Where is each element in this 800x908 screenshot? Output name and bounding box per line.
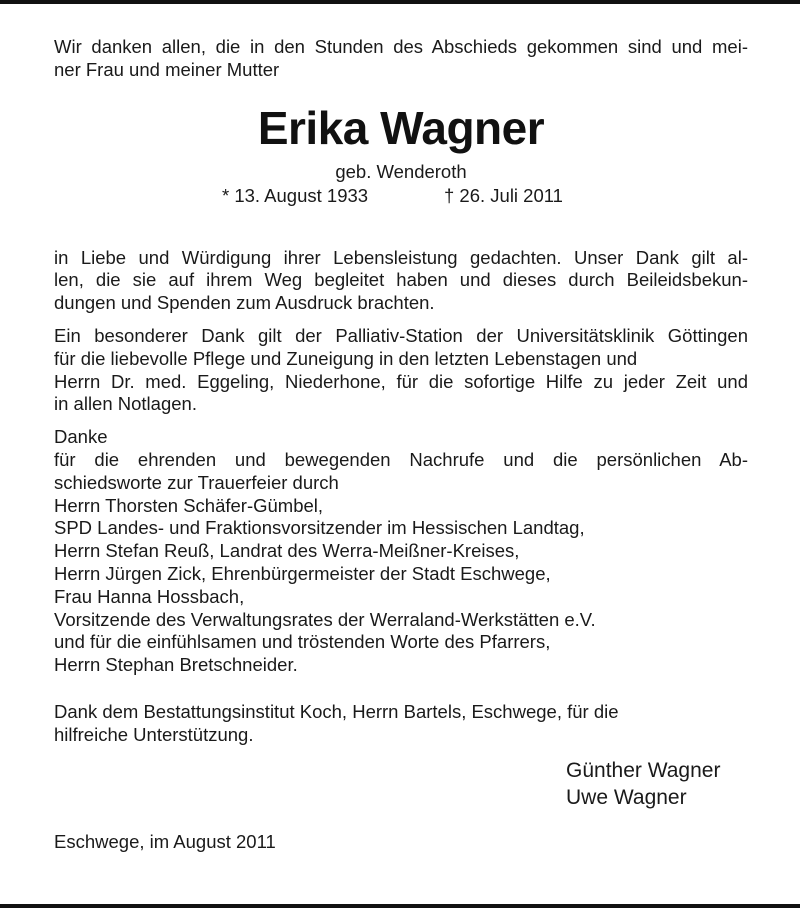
paragraph-line: in Liebe und Würdigung ihrer Lebensleistung gedachten. Unser Dank gilt al- — [54, 246, 748, 268]
paragraph-line: und für die einfühlsamen und tröstenden Worte des Pfarrers, — [54, 631, 551, 653]
paragraph-eulogies — [54, 426, 748, 677]
deceased-name: Erika Wagner — [257, 101, 545, 154]
deceased-block — [54, 102, 748, 209]
paragraph-line: Herrn Dr. med. Eggeling, Niederhone, für die sofortige Hilfe zu jeder Zeit und — [54, 370, 748, 392]
paragraph-line: Ein besonderer Dank gilt der Palliativ-Station der Universitätsklinik Göttingen — [54, 324, 748, 346]
paragraph-line: Frau Hanna Hossbach, — [54, 585, 245, 607]
place-and-date: Eschwege, im August 2011 — [54, 830, 276, 852]
maiden-name: geb. Wenderoth — [335, 160, 467, 182]
paragraph-line: schiedsworte zur Trauerfeier durch — [54, 471, 339, 493]
paragraph-line: für die liebevolle Pflege und Zuneigung in den letzten Lebenstagen und — [54, 347, 638, 369]
intro-line: Wir danken allen, die in den Stunden des Abschieds gekommen sind und mei- — [54, 36, 748, 57]
paragraph-line: SPD Landes- und Fraktionsvorsitzender im Hessischen Landtag, — [54, 517, 585, 539]
intro-text — [54, 36, 748, 82]
paragraph-gratitude — [54, 247, 748, 315]
paragraph-line: len, die sie auf ihrem Weg begleitet haben und dieses durch Beileidsbekun- — [54, 269, 748, 291]
paragraph-funeral-home — [54, 701, 748, 747]
paragraph-line: Herrn Stephan Bretschneider. — [54, 654, 298, 676]
paragraph-line: hilfreiche Unterstützung. — [54, 723, 254, 745]
paragraph-line: dungen und Spenden zum Ausdruck brachten. — [54, 292, 435, 314]
life-dates — [54, 183, 748, 209]
signers — [566, 757, 748, 811]
death-date: † 26. Juli 2011 — [444, 184, 563, 206]
paragraph-line: Herrn Stefan Reuß, Landrat des Werra-Meißner-Kreises, — [54, 540, 520, 562]
paragraph-line: Vorsitzende des Verwaltungsrates der Werraland-Werkstätten e.V. — [54, 608, 596, 630]
paragraph-line: Herrn Thorsten Schäfer-Gümbel, — [54, 494, 324, 516]
paragraph-line: in allen Notlagen. — [54, 393, 197, 415]
signer-name: Uwe Wagner — [566, 785, 687, 809]
paragraph-line: Dank dem Bestattungsinstitut Koch, Herrn Bartels, Eschwege, für die — [54, 700, 619, 722]
signer-name: Günther Wagner — [566, 758, 721, 782]
paragraph-palliative — [54, 325, 748, 416]
birth-date: * 13. August 1933 — [222, 184, 369, 206]
paragraph-line: Danke — [54, 426, 108, 448]
intro-line: ner Frau und meiner Mutter — [54, 58, 280, 80]
obituary-thank-you-notice — [54, 36, 748, 853]
paragraph-line: für die ehrenden und bewegenden Nachrufe und die persönlichen Ab- — [54, 448, 748, 470]
paragraph-line: Herrn Jürgen Zick, Ehrenbürgermeister der Stadt Eschwege, — [54, 562, 551, 584]
